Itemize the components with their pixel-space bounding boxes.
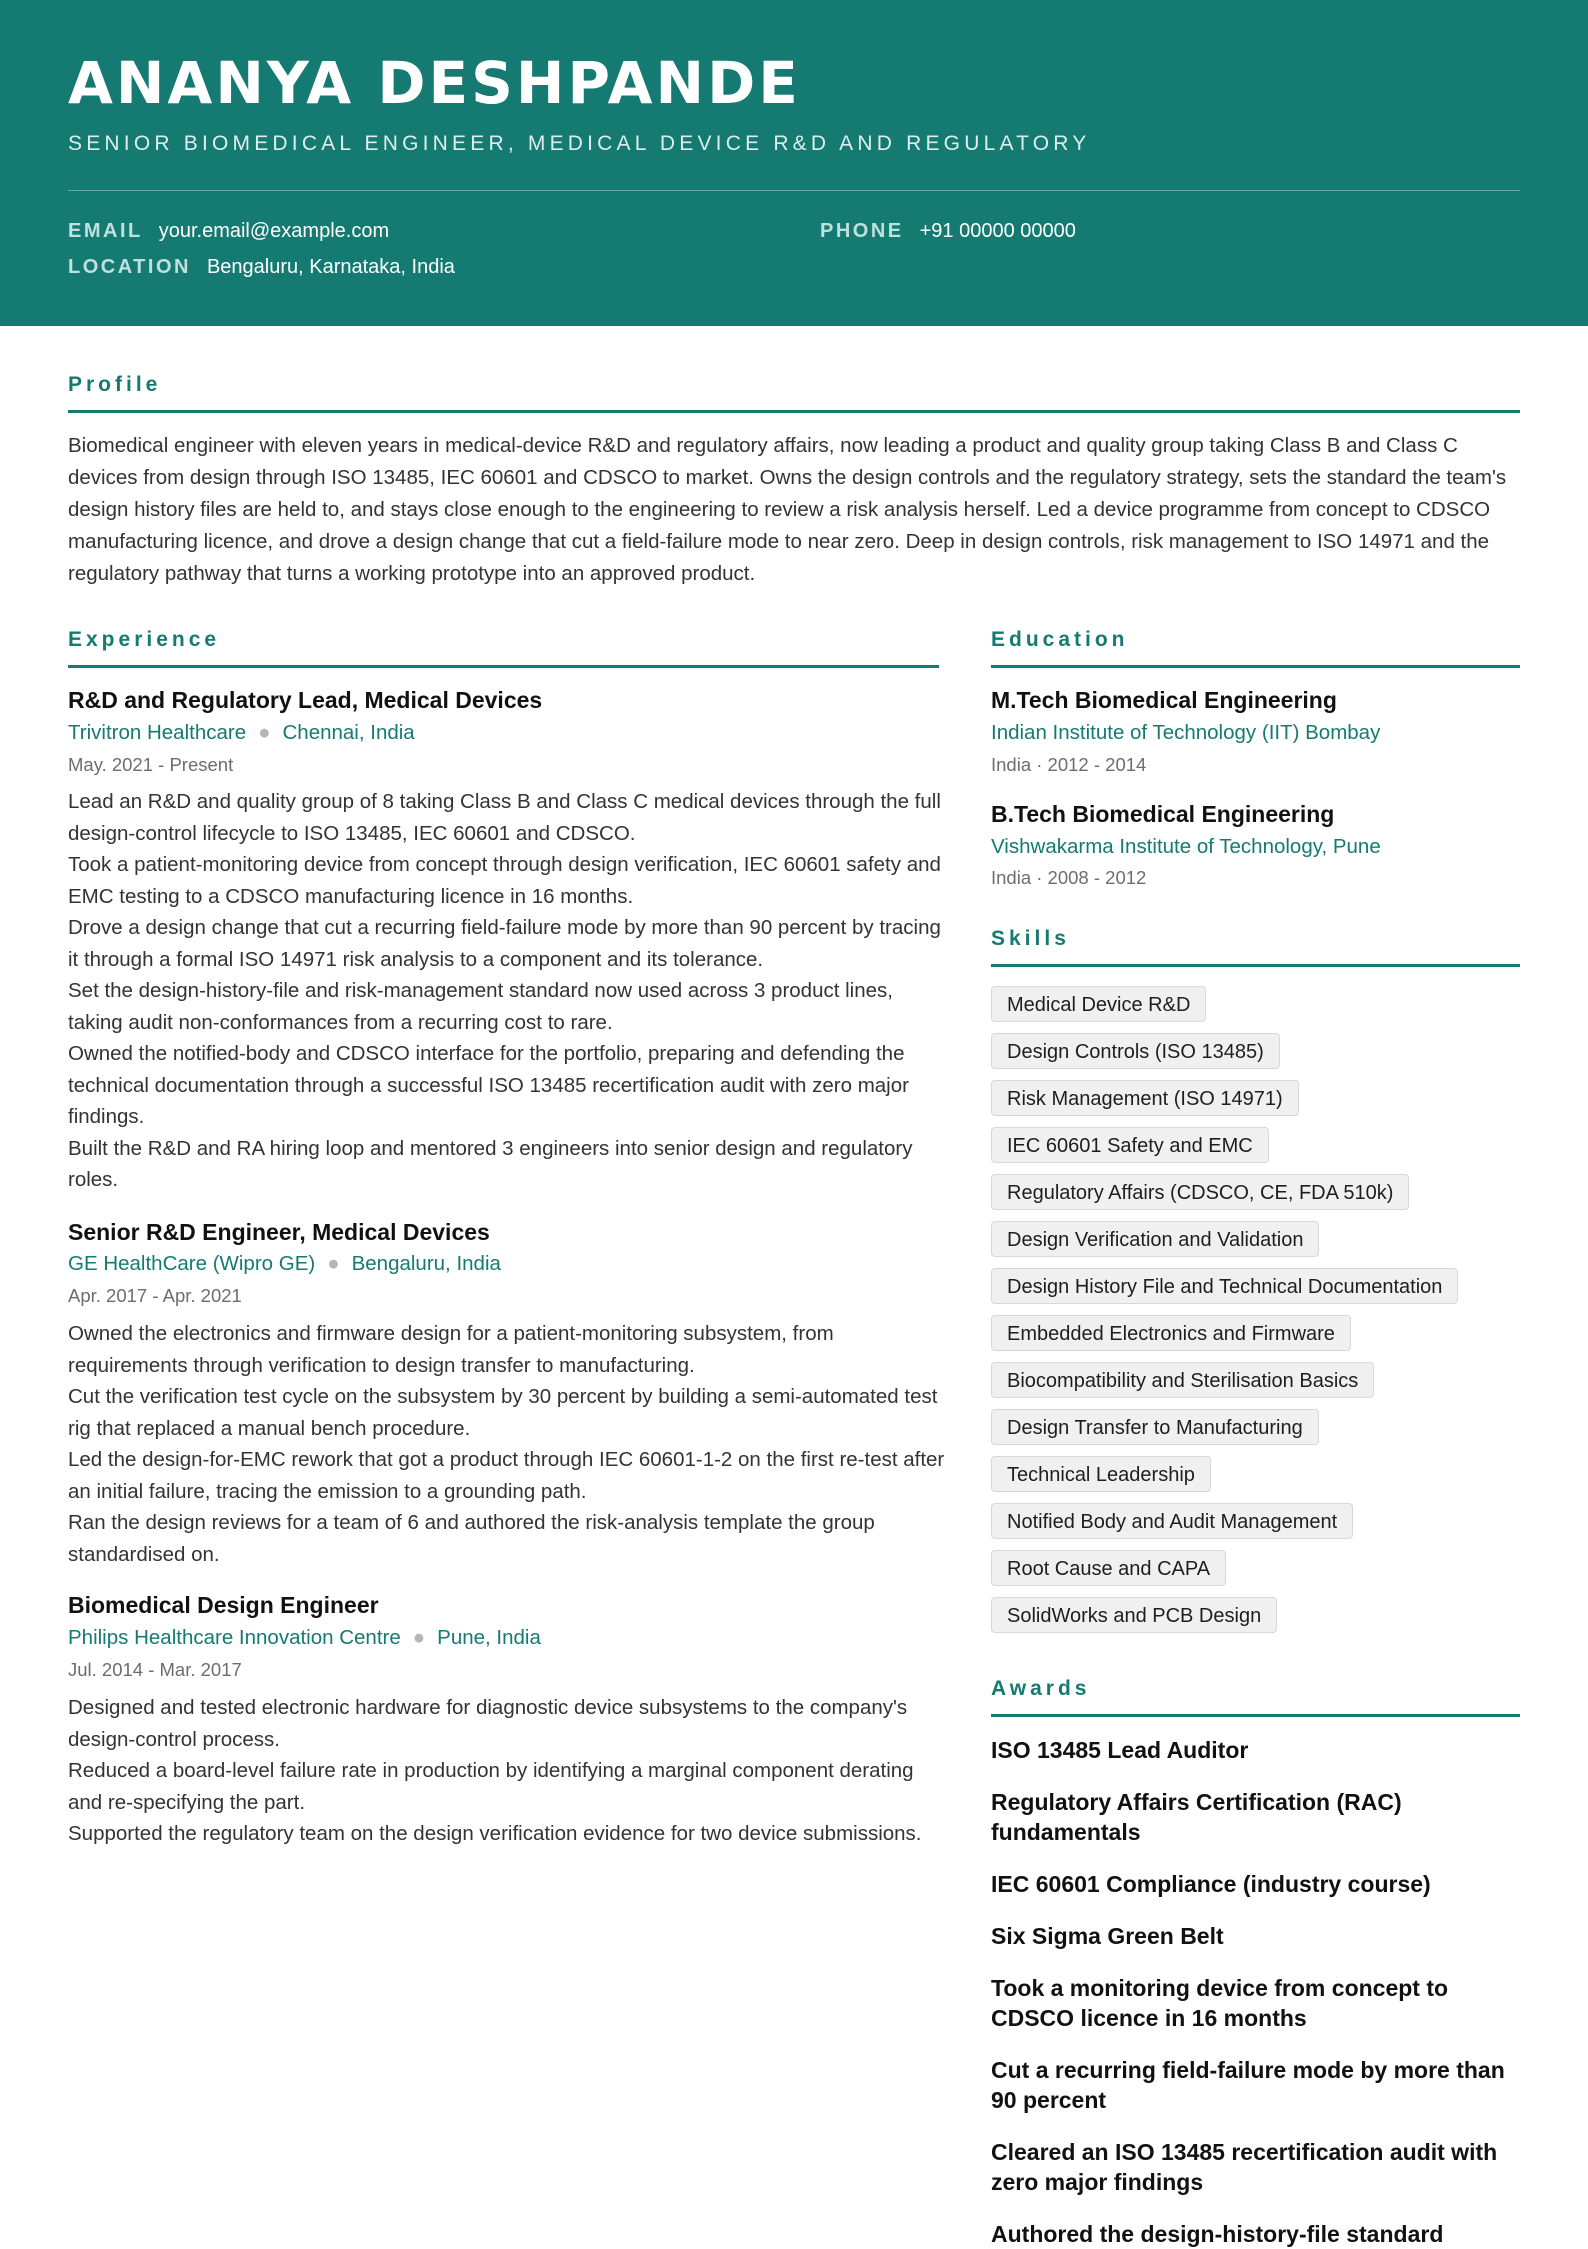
award-item: Cleared an ISO 13485 recertification audit with zero major findings: [991, 2139, 1498, 2195]
skill-chip: Medical Device R&D: [991, 986, 1206, 1022]
job-bullet: Supported the regulatory team on the design verification evidence for two device submissions.: [68, 1822, 922, 1845]
job-bullet: Reduced a board-level failure rate in production by identifying a marginal component derating and re-specifying the part.: [68, 1759, 914, 1814]
job-bullet: Built the R&D and RA hiring loop and mentored 3 engineers into senior design and regulatory roles.: [68, 1136, 913, 1191]
job-dates: Apr. 2017 - Apr. 2021: [68, 1285, 242, 1306]
award-item: Six Sigma Green Belt: [991, 1923, 1224, 1949]
job-subline: [68, 720, 415, 746]
skill-chip: SolidWorks and PCB Design: [991, 1597, 1277, 1633]
profile-summary: Biomedical engineer with eleven years in medical-device R&D and regulatory affairs, now leading a product and quality group taking Class B and Class C devices from design through ISO 13485, IEC 60601 and CDSCO to market. Owns the design controls and the regulatory strategy, sets the standard the team's design history files are held to, and stays close enough to the engineering to review a risk analysis herself. Led a device programme from concept to CDSCO manufacturing licence, and drove a design change that cut a field-failure mode to near zero. Deep in design controls, risk management to ISO 14971 and the regulatory pathway that turns a working prototype into an approved product.: [68, 434, 1507, 585]
job-location: Bengaluru, India: [351, 1252, 501, 1275]
skill-chip: Design Verification and Validation: [991, 1221, 1319, 1257]
job-title: Biomedical Design Engineer: [68, 1592, 379, 1618]
skill-chip: Notified Body and Audit Management: [991, 1503, 1353, 1539]
education-degree: M.Tech Biomedical Engineering: [991, 687, 1337, 713]
location-value: Bengaluru, Karnataka, India: [206, 256, 455, 278]
candidate-headline: SENIOR BIOMEDICAL ENGINEER, MEDICAL DEVICE R&D AND REGULATORY: [68, 132, 1091, 155]
profile-rule: [68, 410, 1520, 413]
skill-chip: Root Cause and CAPA: [991, 1550, 1226, 1586]
education-school: Vishwakarma Institute of Technology, Pune: [991, 835, 1381, 858]
job-bullet: Cut the verification test cycle on the subsystem by 30 percent by building a semi-automated test rig that replaced a manual bench procedure.: [68, 1385, 938, 1440]
contact-phone: [820, 219, 1076, 243]
skill-chip: Technical Leadership: [991, 1456, 1211, 1492]
awards-heading: Awards: [991, 1677, 1091, 1700]
skill-chip: Biocompatibility and Sterilisation Basics: [991, 1362, 1374, 1398]
job-subline: [68, 1625, 541, 1651]
email-value[interactable]: your.email@example.com: [158, 220, 390, 242]
job-bullet: Owned the notified-body and CDSCO interface for the portfolio, preparing and defending the technical documentation through a successful ISO 13485 recertification audit with zero major findings.: [68, 1042, 909, 1128]
skill-chip: Design Controls (ISO 13485): [991, 1033, 1280, 1069]
email-label: EMAIL: [68, 220, 143, 242]
job-bullet: Took a patient-monitoring device from concept through design verification, IEC 60601 safety and EMC testing to a CDSCO manufacturing licence in 16 months.: [68, 853, 941, 908]
award-item: ISO 13485 Lead Auditor: [991, 1737, 1249, 1763]
phone-value[interactable]: +91 00000 00000: [919, 220, 1076, 242]
profile-heading: Profile: [68, 373, 162, 396]
skill-chip: IEC 60601 Safety and EMC: [991, 1127, 1269, 1163]
education-degree: B.Tech Biomedical Engineering: [991, 801, 1335, 827]
header-divider: [68, 190, 1520, 191]
education-meta: India · 2012 - 2014: [991, 754, 1147, 775]
award-item: Authored the design-history-file standard: [991, 2221, 1444, 2247]
candidate-name: ANANYA DESHPANDE: [68, 49, 801, 117]
skill-chip: Design Transfer to Manufacturing: [991, 1409, 1319, 1445]
job-dates: May. 2021 - Present: [68, 754, 234, 775]
skill-chip: Design History File and Technical Documentation: [991, 1268, 1458, 1304]
award-item: Took a monitoring device from concept to CDSCO licence in 16 months: [991, 1975, 1449, 2031]
separator-dot-icon: ●: [327, 1252, 340, 1275]
job-bullet: Ran the design reviews for a team of 6 and authored the risk-analysis template the group standardised on.: [68, 1511, 875, 1566]
job-subline: [68, 1251, 501, 1277]
job-title: Senior R&D Engineer, Medical Devices: [68, 1219, 490, 1245]
skills-rule: [991, 964, 1520, 967]
job-location: Pune, India: [437, 1626, 541, 1649]
separator-dot-icon: ●: [258, 721, 271, 744]
education-meta: India · 2008 - 2012: [991, 867, 1147, 888]
skill-chip: Regulatory Affairs (CDSCO, CE, FDA 510k): [991, 1174, 1409, 1210]
experience-rule: [68, 665, 939, 668]
job-bullets: [68, 1318, 948, 1570]
job-bullet: Set the design-history-file and risk-management standard now used across 3 product lines, taking audit non-conformances from a recurring cost to rare.: [68, 979, 893, 1034]
job-location: Chennai, India: [282, 721, 415, 744]
job-bullets: [68, 786, 948, 1196]
awards-rule: [991, 1714, 1520, 1717]
job-company: Philips Healthcare Innovation Centre: [68, 1626, 401, 1649]
award-item: Regulatory Affairs Certification (RAC) fundamentals: [991, 1789, 1402, 1845]
job-title: R&D and Regulatory Lead, Medical Devices: [68, 687, 543, 713]
experience-heading: Experience: [68, 628, 221, 651]
skill-chip: Risk Management (ISO 14971): [991, 1080, 1299, 1116]
job-bullet: Owned the electronics and firmware design for a patient-monitoring subsystem, from requirements through verification to design transfer to manufacturing.: [68, 1322, 834, 1377]
award-item: IEC 60601 Compliance (industry course): [991, 1871, 1431, 1897]
job-bullet: Led the design-for-EMC rework that got a product through IEC 60601-1-2 on the first re-test after an initial failure, tracing the emission to a grounding path.: [68, 1448, 945, 1503]
contact-email: [68, 219, 389, 243]
skills-heading: Skills: [991, 927, 1070, 950]
skill-chip: Embedded Electronics and Firmware: [991, 1315, 1351, 1351]
location-label: LOCATION: [68, 256, 191, 278]
education-school: Indian Institute of Technology (IIT) Bombay: [991, 721, 1381, 744]
job-bullets: [68, 1692, 948, 1850]
job-dates: Jul. 2014 - Mar. 2017: [68, 1659, 242, 1680]
contact-location: [68, 255, 455, 279]
resume-header: [0, 0, 1588, 326]
job-bullet: Lead an R&D and quality group of 8 taking Class B and Class C medical devices through the full design-control lifecycle to ISO 13485, IEC 60601 and CDSCO.: [68, 790, 941, 845]
job-company: GE HealthCare (Wipro GE): [68, 1252, 316, 1275]
separator-dot-icon: ●: [412, 1626, 426, 1649]
job-company: Trivitron Healthcare: [68, 721, 247, 744]
job-bullet: Drove a design change that cut a recurring field-failure mode by more than 90 percent by tracing it through a formal ISO 14971 risk analysis to a component and its tolerance.: [68, 916, 941, 971]
education-heading: Education: [991, 628, 1129, 651]
phone-label: PHONE: [820, 220, 904, 242]
education-rule: [991, 665, 1520, 668]
award-item: Cut a recurring field-failure mode by more than 90 percent: [991, 2057, 1505, 2113]
job-bullet: Designed and tested electronic hardware for diagnostic device subsystems to the company's design-control process.: [68, 1696, 908, 1751]
